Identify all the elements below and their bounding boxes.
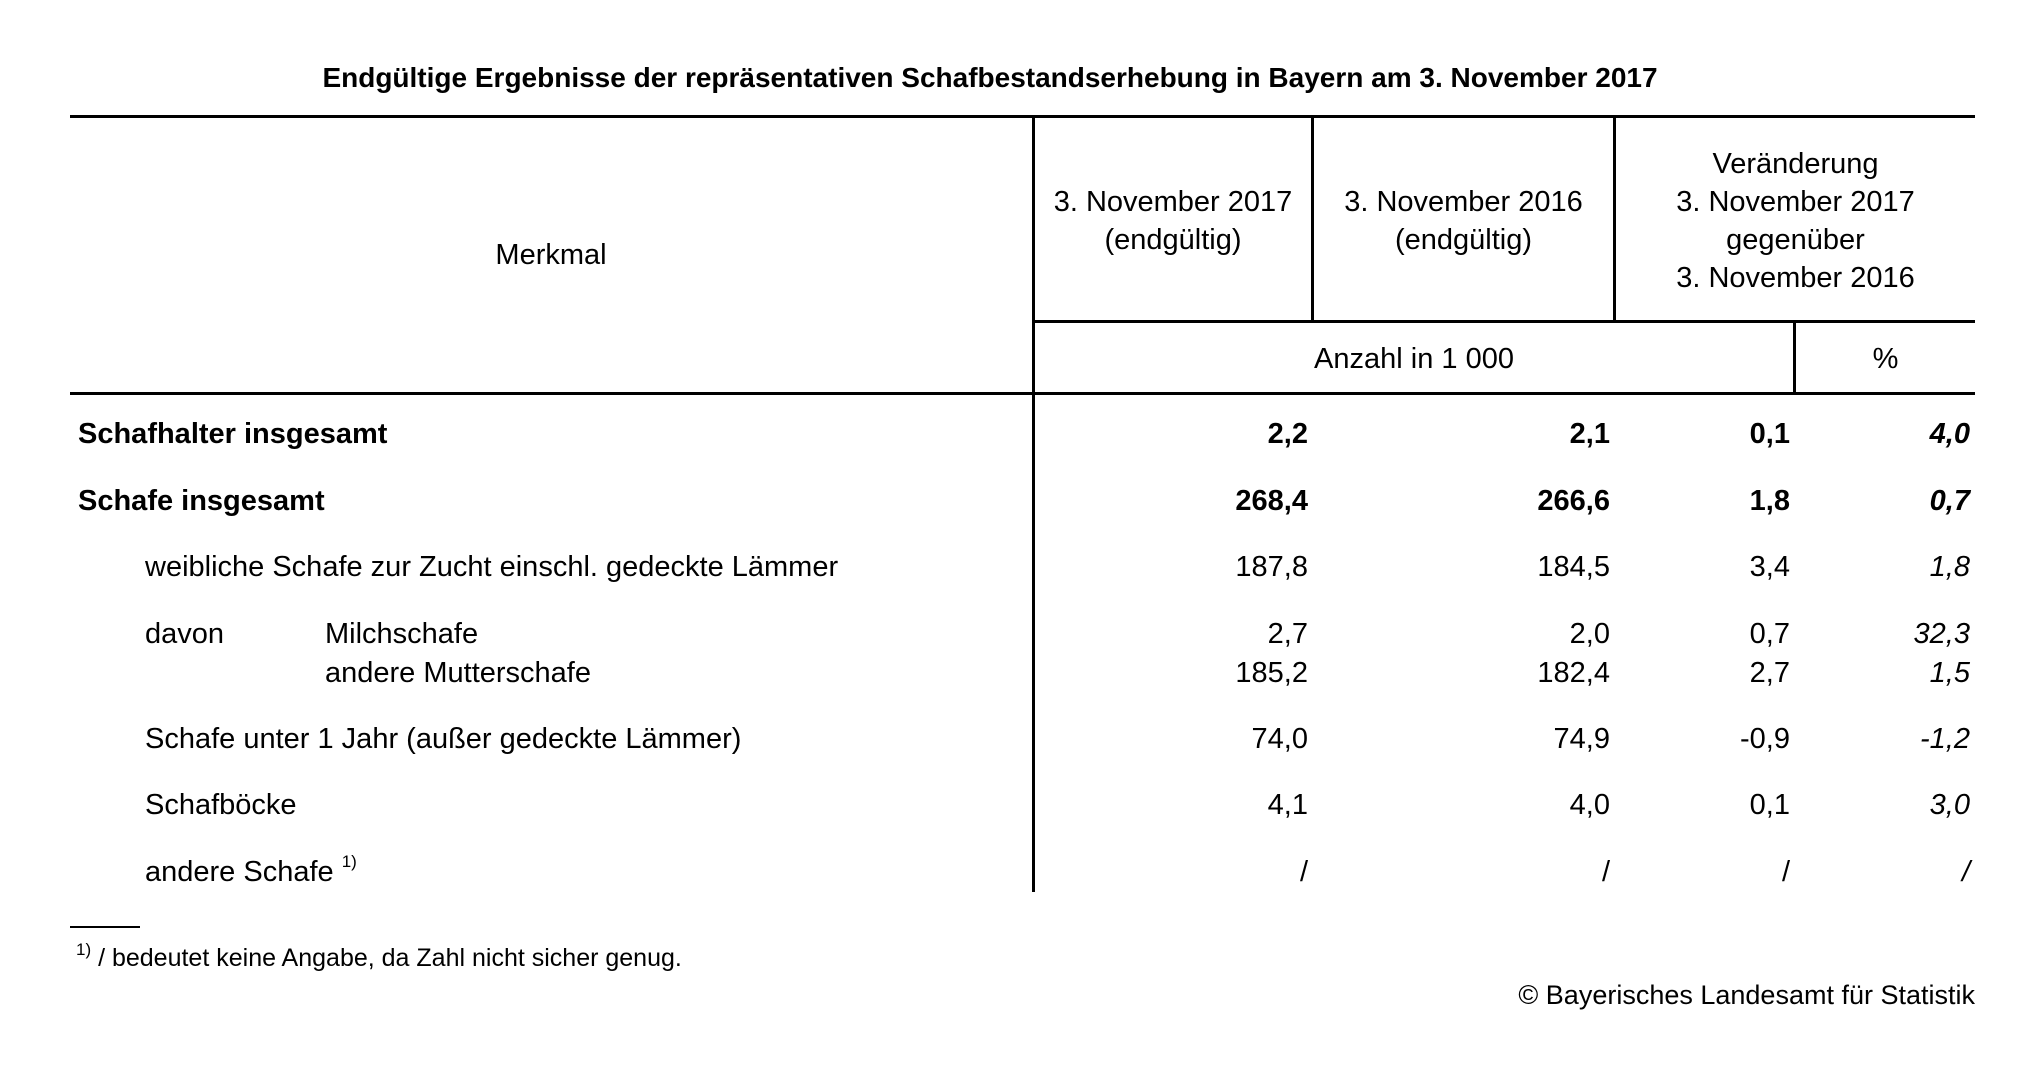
header-col-2017-line1: 3. November 2017 bbox=[1053, 186, 1293, 218]
row-label: Schafböcke bbox=[145, 789, 297, 821]
cell-2016: / bbox=[1601, 856, 1610, 888]
cell-diff: 0,7 bbox=[1749, 618, 1790, 650]
cell-pct: 32,3 bbox=[1913, 618, 1970, 650]
row-label: Schafe unter 1 Jahr (außer gedeckte Lämmer) bbox=[145, 723, 742, 755]
header-col-2017-line2: (endgültig) bbox=[1104, 224, 1242, 256]
cell-pct: 1,8 bbox=[1929, 551, 1970, 583]
cell-2016: 4,0 bbox=[1569, 789, 1610, 821]
footnote-rule bbox=[70, 926, 140, 928]
cell-2017: / bbox=[1299, 856, 1308, 888]
cell-2016: 74,9 bbox=[1553, 723, 1610, 755]
cell-pct: 4,0 bbox=[1929, 418, 1970, 450]
cell-2016: 266,6 bbox=[1537, 485, 1610, 517]
footnote-text: / bedeutet keine Angabe, da Zahl nicht sicher genug. bbox=[98, 944, 682, 972]
row-label: Milchschafe bbox=[325, 618, 479, 650]
header-col-2016-line2: (endgültig) bbox=[1394, 224, 1533, 256]
cell-diff: 1,8 bbox=[1749, 485, 1790, 517]
cell-2016: 2,0 bbox=[1569, 618, 1610, 650]
row-label: Schafhalter insgesamt bbox=[78, 418, 388, 450]
table-title: Endgültige Ergebnisse der repräsentativen Schafbestandserhebung in Bayern am 3. November 2017 bbox=[322, 62, 1658, 93]
header-mid-rule bbox=[1034, 320, 1975, 323]
copyright: © Bayerisches Landesamt für Statistik bbox=[1518, 980, 1975, 1010]
cell-diff: 0,1 bbox=[1749, 418, 1790, 450]
top-rule bbox=[70, 115, 1975, 118]
footnote-ref: 1) bbox=[341, 852, 357, 871]
unit-count: Anzahl in 1 000 bbox=[1314, 343, 1514, 375]
footnote-marker: 1) bbox=[76, 940, 92, 959]
cell-2016: 184,5 bbox=[1537, 551, 1610, 583]
header-change-line3: gegenüber bbox=[1726, 224, 1865, 256]
header-change-line4: 3. November 2016 bbox=[1676, 262, 1915, 294]
row-label-container bbox=[145, 852, 357, 889]
cell-pct: 0,7 bbox=[1929, 485, 1970, 517]
header-col-change bbox=[1616, 145, 1975, 297]
cell-2017: 74,0 bbox=[1251, 723, 1308, 755]
cell-2017: 2,7 bbox=[1267, 618, 1308, 650]
row-label: andere Schafe bbox=[145, 856, 334, 888]
row-label: andere Mutterschafe bbox=[325, 657, 591, 689]
header-bottom-rule bbox=[70, 392, 1975, 395]
row-prefix-davon: davon bbox=[145, 618, 225, 650]
cell-diff: 2,7 bbox=[1749, 657, 1790, 689]
cell-diff: 0,1 bbox=[1749, 789, 1790, 821]
cell-2017: 185,2 bbox=[1235, 657, 1308, 689]
cell-2017: 4,1 bbox=[1267, 789, 1308, 821]
cell-2016: 182,4 bbox=[1537, 657, 1610, 689]
cell-2017: 2,2 bbox=[1267, 418, 1308, 450]
header-change-line2: 3. November 2017 bbox=[1676, 186, 1915, 218]
footnote bbox=[76, 940, 682, 973]
cell-diff: -0,9 bbox=[1740, 723, 1790, 755]
row-label: weibliche Schafe zur Zucht einschl. gedeckte Lämmer bbox=[145, 551, 839, 583]
cell-2017: 187,8 bbox=[1235, 551, 1308, 583]
header-merkmal: Merkmal bbox=[495, 239, 607, 271]
header-change-line1: Veränderung bbox=[1712, 148, 1879, 180]
cell-diff: / bbox=[1781, 856, 1790, 888]
unit-percent: % bbox=[1872, 343, 1899, 375]
row-label: Schafe insgesamt bbox=[78, 485, 325, 517]
header-col-2017 bbox=[1035, 183, 1311, 259]
cell-pct: / bbox=[1961, 856, 1970, 888]
header-col-2016 bbox=[1314, 183, 1613, 259]
cell-pct: -1,2 bbox=[1920, 723, 1970, 755]
cell-diff: 3,4 bbox=[1749, 551, 1790, 583]
cell-pct: 1,5 bbox=[1929, 657, 1970, 689]
cell-2016: 2,1 bbox=[1569, 418, 1610, 450]
header-col-2016-line1: 3. November 2016 bbox=[1344, 186, 1583, 218]
cell-pct: 3,0 bbox=[1929, 789, 1970, 821]
cell-2017: 268,4 bbox=[1235, 485, 1308, 517]
